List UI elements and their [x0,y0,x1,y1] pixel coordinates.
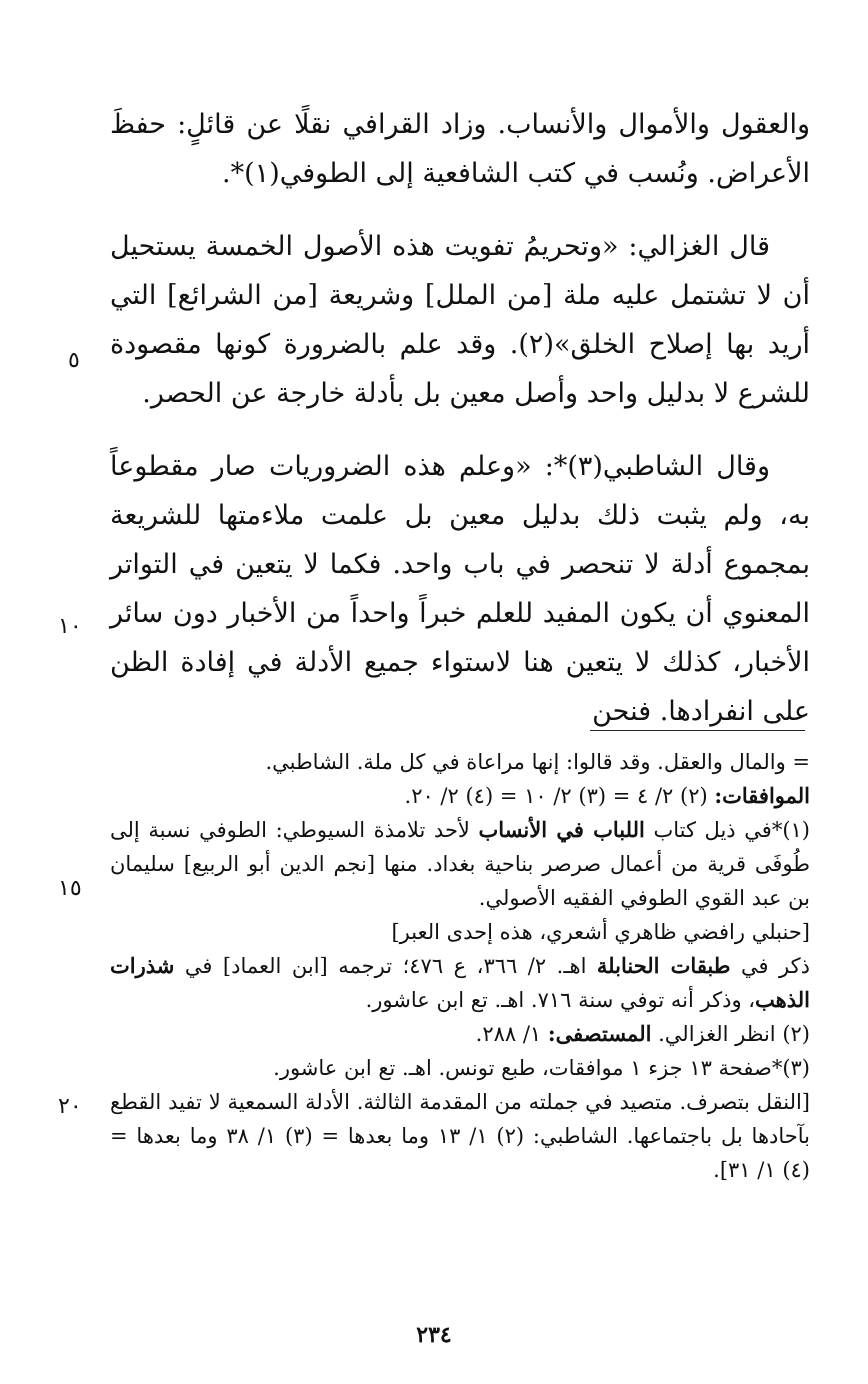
footnote-continuation-line1: = والمال والعقل. وقد قالوا: إنها مراعاة في كل ملة. الشاطبي. [265,750,810,774]
footnote-1-book-title: اللباب في الأنساب [478,817,645,842]
footnote-1-source-pre: ذكر في [730,954,810,978]
footnote-3-note: [النقل بتصرف. متصيد في جملته من المقدمة الثالثة. الأدلة السمعية لا تفيد القطع بآحادها بل باجتماعها. الشاطبي: (٢) ١/ ١٣ وما بعدها = (٣) ١/ ٣٨ وما بعدها = (٤) ١/ ٣١]. [110,1090,811,1182]
footnote-2-ref: ١/ ٢٨٨. [475,1022,548,1046]
paragraph-3: وقال الشاطبي(٣)*: «وعلم هذه الضروريات صار مقطوعاً به، ولم يثبت ذلك بدليل معين بل علمت ملاءمتها للشريعة بمجموع أدلة لا تنحصر في باب واحد. فكما لا يتعين في التواتر المعنوي أن يكون المفيد للعلم خبراً واحداً من الأخبار دون سائر الأخبار، كذلك لا يتعين هنا لاستواء جميع الأدلة في إفادة الظن على انفرادها. فنحن [110,451,810,727]
footnote-divider [590,730,805,731]
footnote-1-lead: (١)*في ذيل كتاب [644,818,810,842]
footnote-1 [110,813,810,915]
footnote-2-book: المستصفى: [547,1021,652,1046]
footnote-1-text: لأحد تلامذة السيوطي: الطوفي نسبة إلى طُوفَى قرية من أعمال صرصر بناحية بغداد. منها [نجم الدين أبو الربيع] سليمان بن عبد القوي الطوفي الفقيه الأصولي. [110,818,810,910]
footnote-1-source-mid: اهـ. ٢/ ٣٦٦، ع ٤٧٦؛ ترجمه [ابن العماد] في [174,954,597,978]
footnotes [110,745,810,1187]
line-number-5: ٥ [68,348,80,373]
main-text [110,100,810,760]
paragraph-1: والعقول والأموال والأنساب. وزاد القرافي نقلًا عن قائلٍ: حفظَ الأعراض. ونُسب في كتب الشافعية إلى الطوفي(١)*. [110,109,810,189]
footnote-1-verse: [حنبلي رافضي ظاهري أشعري، هذه إحدى العبر] [391,920,810,944]
footnote-1-source-end: ، وذكر أنه توفي سنة ٧١٦. اهـ. تع ابن عاشور. [365,988,756,1012]
line-number-20: ٢٠ [58,1094,82,1119]
footnote-1-source-book2: شذرات الذهب [110,953,810,1012]
footnote-3: (٣)*صفحة ١٣ جزء ١ موافقات، طبع تونس. اهـ. تع ابن عاشور. [273,1056,810,1080]
footnote-2-pre: (٢) انظر الغزالي. [651,1022,810,1046]
line-number-10: ١٠ [58,614,82,639]
footnote-1-source [110,949,810,1017]
footnote-continuation [110,745,810,813]
footnote-continuation-source: الموافقات: [714,783,810,808]
line-number-15: ١٥ [58,876,82,901]
paragraph-2: قال الغزالي: «وتحريمُ تفويت هذه الأصول الخمسة يستحيل أن لا تشتمل عليه ملة [من الملل] وشريعة [من الشرائع] التي أريد بها إصلاح الخلق»(٢). وقد علم بالضرورة كونها مقصودة للشرع لا بدليل واحد وأصل معين بل بأدلة خارجة عن الحصر. [110,231,810,409]
page-number: ٢٣٤ [416,1322,452,1348]
footnote-1-source-book: طبقات الحنابلة [596,953,731,978]
footnote-2 [110,1017,810,1051]
footnote-continuation-refs: (٢) ٢/ ٤ = (٣) ٢/ ١٠ = (٤) ٢/ ٢٠. [404,784,715,808]
